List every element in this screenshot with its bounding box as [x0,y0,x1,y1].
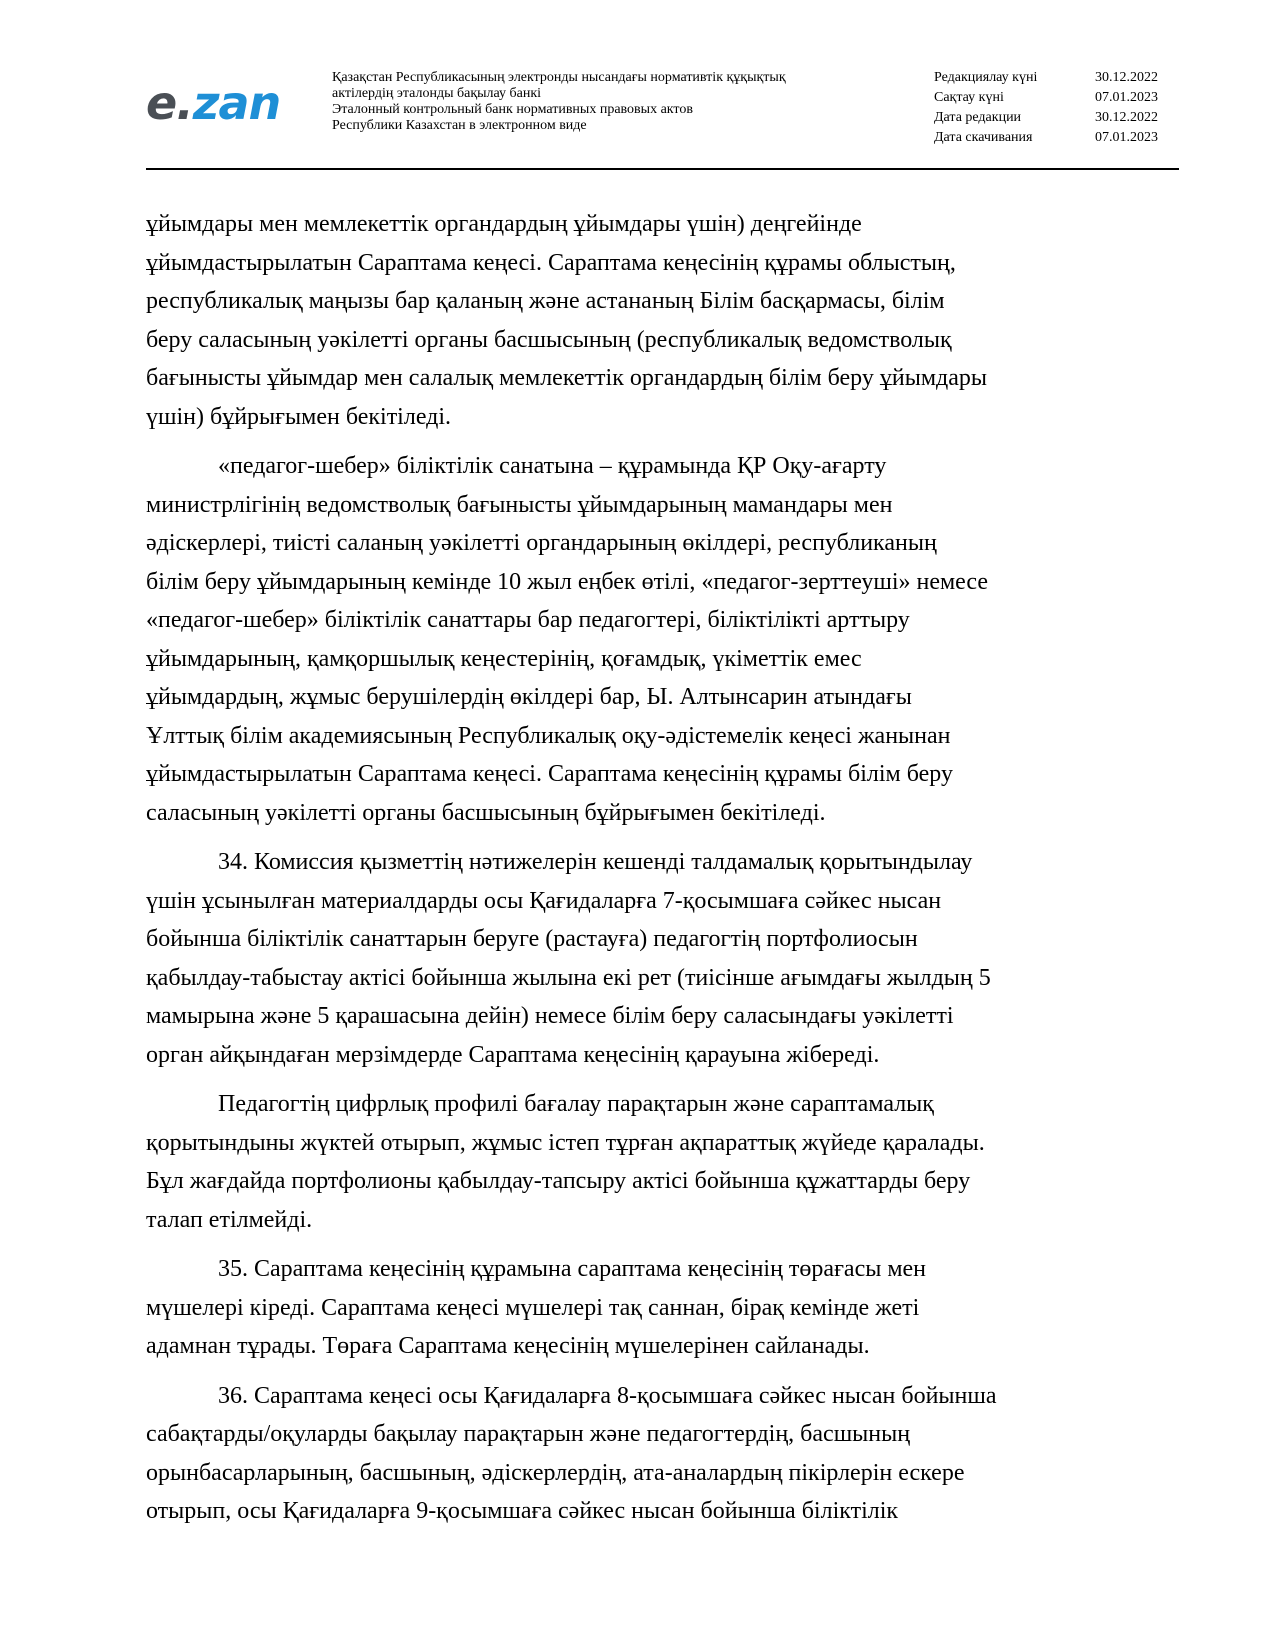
bank-desc-line: Эталонный контрольный банк нормативных правовых актов [332,102,693,117]
meta-label: Редакциялау күні [934,70,1038,85]
meta-label: Сақтау күні [934,90,1004,105]
text-line: министрлігінің ведомстволық бағынысты ұйымдарының мамандары мен [146,491,893,518]
bank-desc-line: Республики Казахстан в электронном виде [332,118,587,133]
text-line: үшін ұсынылған материалдарды осы Қағидаларға 7-қосымшаға сәйкес нысан [146,887,942,914]
document-meta [934,68,1158,148]
logo-e: e [146,76,177,130]
meta-label: Дата редакции [934,110,1022,125]
paragraph [146,447,1178,832]
text-line: 34. Комиссия қызметтің нәтижелерін кешенді талдамалық қорытындылау [218,849,973,875]
paragraph [146,1085,1178,1239]
text-line: сабақтарды/оқуларды бақылау парақтарын және педагогтердің, басшының [146,1421,911,1447]
text-line: «педагог-шебер» біліктілік санаттары бар педагогтері, біліктілікті арттыру [146,607,910,633]
text-line: ұйымдары мен мемлекеттік органдардың ұйымдары үшін) деңгейінде [146,211,862,237]
text-line: бағынысты ұйымдар мен салалық мемлекеттік органдардың білім беру ұйымдары [146,365,988,391]
bank-desc-line: актілердің эталонды бақылау банкі [332,86,542,101]
meta-row-edit-date-ru [934,108,1158,128]
text-line: мамырына және 5 қарашасына дейін) немесе білім беру саласындағы уәкілетті [146,1003,954,1029]
text-line: орган айқындаған мерзімдерде Сараптама кеңесінің қарауына жібереді. [146,1041,880,1068]
text-line: 35. Сараптама кеңесінің құрамына сараптама кеңесінің төрағасы мен [218,1256,927,1282]
text-line: «педагог-шебер» біліктілік санатына – құрамында ҚР Оқу-ағарту [218,453,887,479]
text-line: қорытындыны жүктей отырып, жұмыс істеп тұрған ақпараттық жүйеде қаралады. [146,1129,985,1156]
header-divider [146,168,1179,170]
meta-value: 07.01.2023 [1095,130,1158,145]
bank-description [332,70,892,134]
paragraph-35 [146,1250,1178,1366]
text-line: адамнан тұрады. Төраға Сараптама кеңесінің мүшелерінен сайланады. [146,1333,870,1359]
document-body [146,205,1178,1542]
text-line: ұйымдастырылатын Сараптама кеңесі. Сараптама кеңесінің құрамы білім беру [146,761,953,787]
document-header [146,62,1178,170]
meta-row-edit-date-kz [934,68,1158,88]
text-line: бойынша біліктілік санаттарын беруге (растауға) педагогтің портфолиосын [146,926,918,952]
paragraph-36 [146,1377,1178,1531]
paragraph [146,205,1178,436]
text-line: отырып, осы Қағидаларға 9-қосымшаға сәйкес нысан бойынша біліктілік [146,1498,899,1524]
paragraph-34 [146,843,1178,1074]
text-line: Ұлттық білім академиясының Республикалық оқу-әдістемелік кеңесі жанынан [146,722,951,749]
text-line: Педагогтің цифрлық профилі бағалау парақтарын және сараптамалық [218,1091,934,1117]
text-line: талап етілмейді. [146,1206,313,1233]
text-line: Бұл жағдайда портфолионы қабылдау-тапсыру актісі бойынша құжаттарды беру [146,1168,971,1194]
meta-row-download-date-ru [934,128,1158,148]
text-line: мүшелері кіреді. Сараптама кеңесі мүшелері тақ саннан, бірақ кемінде жеті [146,1294,920,1321]
logo-zan: zan [192,76,281,130]
meta-row-save-date-kz [934,88,1158,108]
text-line: беру саласының уәкілетті органы басшысының (республикалық ведомстволық [146,326,952,353]
meta-label: Дата скачивания [934,130,1033,145]
meta-value: 07.01.2023 [1095,90,1158,105]
text-line: орынбасарларының, басшының, әдіскерлердің, ата-аналардың пікірлерін ескере [146,1459,965,1486]
text-line: республикалық маңызы бар қаланың және астананың Білім басқармасы, білім [146,288,945,314]
text-line: ұйымдардың, жұмыс берушілердің өкілдері бар, Ы. Алтынсарин атындағы [146,684,912,710]
meta-value: 30.12.2022 [1095,70,1158,85]
ezan-logo[interactable] [146,74,281,130]
text-line: қабылдау-табыстау актісі бойынша жылына екі рет (тиісінше ағымдағы жылдың 5 [146,964,991,991]
logo-dot: . [176,76,193,130]
meta-value: 30.12.2022 [1095,110,1158,125]
text-line: ұйымдарының, қамқоршылық кеңестерінің, қоғамдық, үкіметтік емес [146,645,862,672]
text-line: ұйымдастырылатын Сараптама кеңесі. Сараптама кеңесінің құрамы облыстың, [146,249,956,276]
text-line: үшін) бұйрығымен бекітіледі. [146,403,452,430]
bank-desc-line: Қазақстан Республикасының электронды нысандағы нормативтік құқықтық [332,70,786,85]
text-line: білім беру ұйымдарының кемінде 10 жыл еңбек өтілі, «педагог-зерттеуші» немесе [146,568,989,595]
text-line: 36. Сараптама кеңесі осы Қағидаларға 8-қосымшаға сәйкес нысан бойынша [218,1382,997,1409]
text-line: әдіскерлері, тиісті саланың уәкілетті органдарының өкілдері, республиканың [146,530,937,556]
text-line: саласының уәкілетті органы басшысының бұйрығымен бекітіледі. [146,799,826,826]
